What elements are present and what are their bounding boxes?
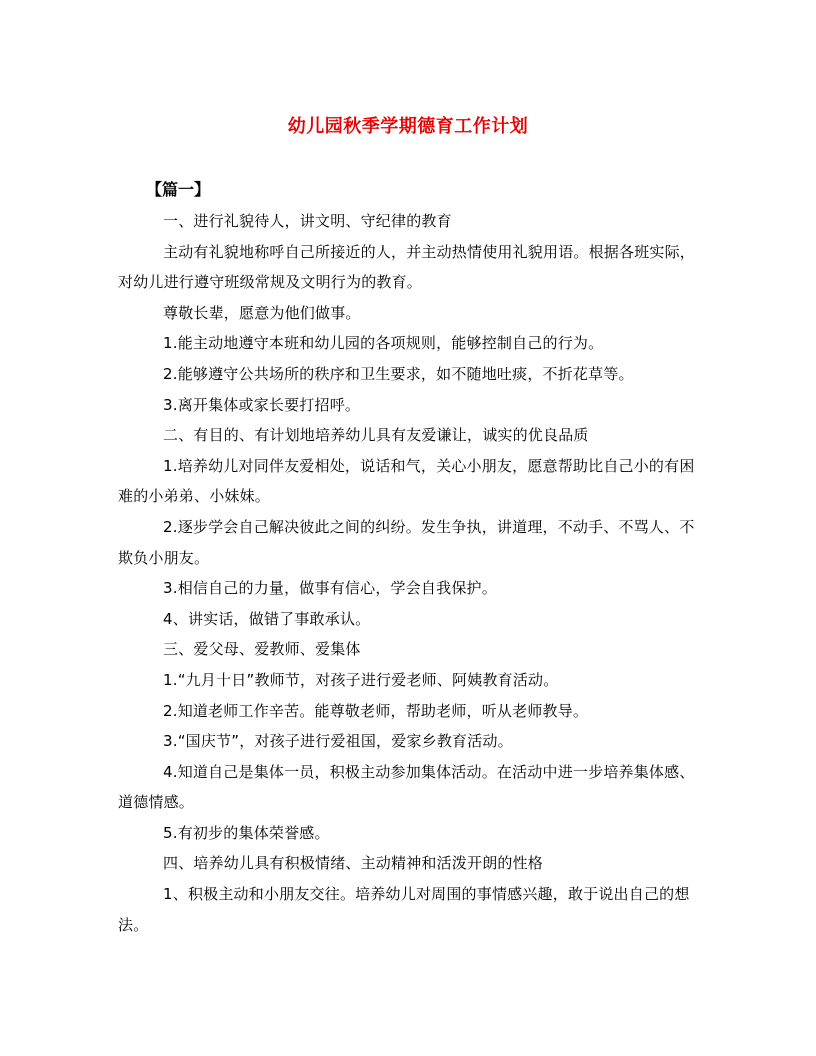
paragraph: 2.能够遵守公共场所的秩序和卫生要求，如不随地吐痰，不折花草等。 [163,364,634,383]
paragraph: 二、有目的、有计划地培养幼儿具有友爱谦让，诚实的优良品质 [163,426,589,445]
document-title: 幼儿园秋季学期德育工作计划 [287,116,529,137]
paragraph: 2.逐步学会自己解决彼此之间的纠纷。发生争执，讲道理，不动手、不骂人、不欺负小朋友。 [118,517,695,567]
paragraph: 1、积极主动和小朋友交往。培养幼儿对周围的事情感兴趣，敢于说出自己的想法。 [118,885,690,934]
section-tag: 【篇一】 [146,180,211,199]
paragraph: 主动有礼貌地称呼自己所接近的人，并主动热情使用礼貌用语。根据各班实际，对幼儿进行遵守班级常规及文明行为的教育。 [118,242,696,292]
paragraph: 4.知道自己是集体一员，积极主动参加集体活动。在活动中进一步培养集体感、道德情感。 [118,762,695,812]
paragraph: 三、爱父母、爱教师、爱集体 [163,640,361,659]
paragraph: 4、讲实话，做错了事敢承认。 [163,609,371,628]
paragraph: 尊敬长辈，愿意为他们做事。 [163,303,361,322]
paragraph: 5.有初步的集体荣誉感。 [163,823,330,842]
paragraph: 1.“九月十日”教师节，对孩子进行爱老师、阿姨教育活动。 [163,670,559,689]
paragraph: 3.离开集体或家长要打招呼。 [163,395,361,414]
paragraph: 3.“国庆节”，对孩子进行爱祖国，爱家乡教育活动。 [163,732,513,751]
paragraph: 3.相信自己的力量，做事有信心，学会自我保护。 [163,579,497,598]
paragraph: 四、培养幼儿具有积极情绪、主动精神和活泼开朗的性格 [163,854,544,873]
document-body [118,206,700,940]
paragraph: 一、进行礼貌待人，讲文明、守纪律的教育 [163,212,452,230]
paragraph: 1.能主动地遵守本班和幼儿园的各项规则，能够控制自己的行为。 [163,334,604,353]
paragraph: 2.知道老师工作辛苦。能尊敬老师，帮助老师，听从老师教导。 [163,701,589,720]
paragraph: 1.培养幼儿对同伴友爱相处，说话和气，关心小朋友，愿意帮助比自己小的有困难的小弟弟、小妹妹。 [118,456,695,506]
